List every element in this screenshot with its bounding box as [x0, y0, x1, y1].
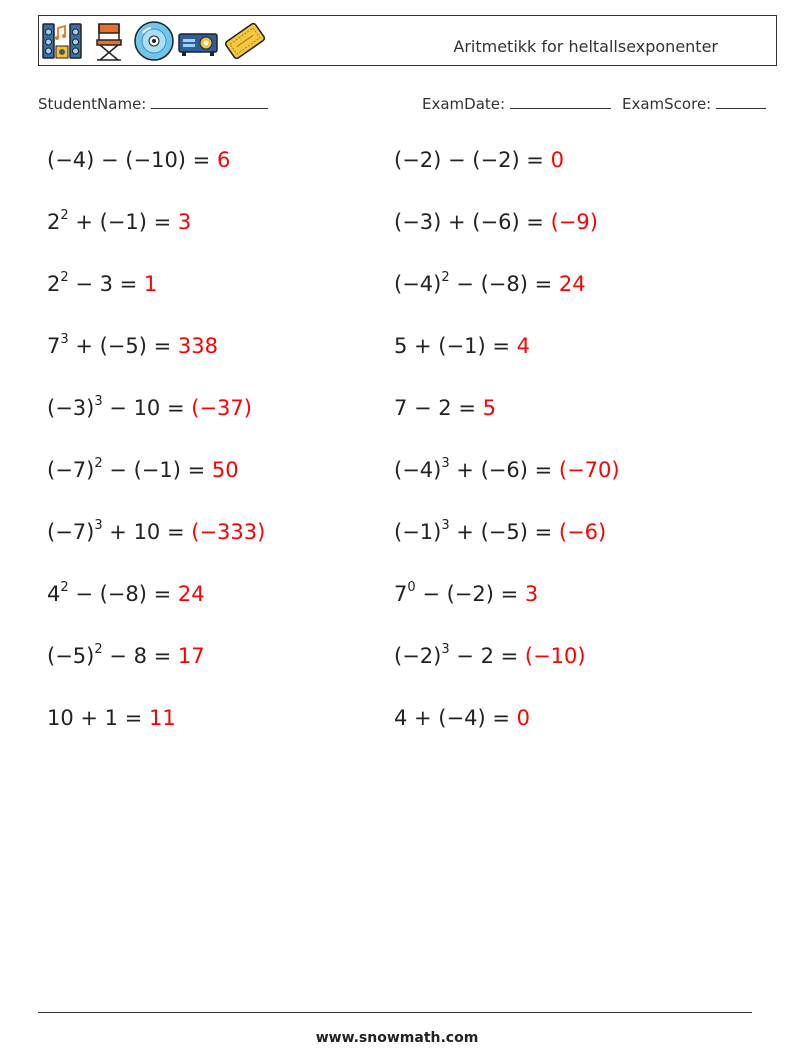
- exam-date-line: [510, 94, 611, 109]
- exponent: 2: [60, 208, 69, 223]
- expression-text: (−2) − (−2) =: [394, 148, 551, 172]
- expression-text: + (−5) =: [68, 334, 178, 358]
- expression-text: 4 + (−4) =: [394, 706, 517, 730]
- problem-item: [394, 334, 530, 358]
- problem-item: [394, 148, 564, 172]
- problem-item: [47, 644, 205, 668]
- problem-item: [394, 706, 530, 730]
- expression-text: (−1): [394, 520, 442, 544]
- expression-text: 7: [394, 582, 408, 606]
- exam-score-line: [716, 94, 766, 109]
- director-chair-icon: [91, 20, 127, 62]
- expression-text: + 10 =: [102, 520, 192, 544]
- expression-text: − 10 =: [102, 396, 192, 420]
- answer: (−70): [558, 458, 620, 482]
- answer: 0: [516, 706, 530, 730]
- student-name-line: [151, 94, 268, 109]
- expression-text: (−4) − (−10) =: [47, 148, 217, 172]
- answer: 4: [516, 334, 530, 358]
- cinema-ticket-icon: [223, 20, 267, 62]
- answer: 3: [524, 582, 539, 606]
- speakers-icon: [41, 20, 83, 62]
- problem-item: [47, 272, 157, 296]
- answer: 17: [177, 644, 205, 668]
- answer: (−10): [524, 644, 586, 668]
- problem-item: [47, 396, 252, 420]
- exponent: 3: [60, 332, 69, 347]
- expression-text: − (−8) =: [449, 272, 559, 296]
- answer: 0: [550, 148, 564, 172]
- answer: 1: [143, 272, 158, 296]
- footer-url: www.snowmath.com: [315, 1030, 479, 1046]
- problem-item: [394, 458, 620, 482]
- exam-date-field: [422, 94, 611, 113]
- exponent: 3: [94, 518, 103, 533]
- exponent: 0: [407, 580, 416, 595]
- worksheet-header: [38, 15, 777, 66]
- answer: 338: [177, 334, 218, 358]
- answer: 50: [211, 458, 239, 482]
- exponent: 2: [94, 456, 103, 471]
- expression-text: 2: [47, 210, 61, 234]
- projector-icon: [177, 20, 219, 62]
- student-name-label: StudentName:: [38, 95, 147, 113]
- answer: 24: [558, 272, 586, 296]
- answer: (−9): [550, 210, 598, 234]
- expression-text: 7 − 2 =: [394, 396, 483, 420]
- expression-text: 7: [47, 334, 61, 358]
- expression-text: − (−8) =: [68, 582, 178, 606]
- answer: 5: [482, 396, 496, 420]
- expression-text: 2: [47, 272, 61, 296]
- exponent: 3: [441, 456, 450, 471]
- expression-text: (−7): [47, 458, 95, 482]
- expression-text: (−4): [394, 272, 442, 296]
- expression-text: (−4): [394, 458, 442, 482]
- expression-text: − 8 =: [102, 644, 178, 668]
- expression-text: (−2): [394, 644, 442, 668]
- expression-text: 4: [47, 582, 61, 606]
- answer: 3: [177, 210, 192, 234]
- expression-text: (−7): [47, 520, 95, 544]
- expression-text: + (−1) =: [68, 210, 178, 234]
- expression-text: + (−5) =: [449, 520, 559, 544]
- student-name-field: [38, 94, 268, 113]
- exponent: 3: [441, 642, 450, 657]
- problem-item: [394, 520, 606, 544]
- problem-item: [47, 334, 218, 358]
- answer: 24: [177, 582, 205, 606]
- problem-item: [47, 582, 205, 606]
- worksheet-title: Aritmetikk for heltallsexponenter: [453, 37, 718, 56]
- problem-item: [47, 148, 230, 172]
- problem-item: [47, 210, 191, 234]
- expression-text: (−3) + (−6) =: [394, 210, 551, 234]
- exponent: 2: [60, 270, 69, 285]
- expression-text: + (−6) =: [449, 458, 559, 482]
- exam-score-field: [622, 94, 766, 113]
- expression-text: (−5): [47, 644, 95, 668]
- problem-item: [47, 458, 239, 482]
- exam-date-label: ExamDate:: [422, 95, 506, 113]
- exponent: 2: [60, 580, 69, 595]
- exponent: 3: [94, 394, 103, 409]
- problem-item: [394, 210, 598, 234]
- expression-text: (−3): [47, 396, 95, 420]
- exponent: 2: [94, 642, 103, 657]
- answer: 11: [148, 706, 176, 730]
- expression-text: − (−1) =: [102, 458, 212, 482]
- problem-item: [394, 582, 538, 606]
- expression-text: − 3 =: [68, 272, 144, 296]
- disc-icon: [133, 20, 175, 62]
- answer: (−6): [558, 520, 607, 544]
- footer-divider: [38, 1012, 752, 1013]
- expression-text: 10 + 1 =: [47, 706, 149, 730]
- problem-item: [394, 644, 586, 668]
- answer: 6: [216, 148, 231, 172]
- answer: (−333): [191, 520, 266, 544]
- problem-item: [47, 706, 176, 730]
- exam-score-label: ExamScore:: [622, 95, 712, 113]
- problem-item: [394, 272, 586, 296]
- problem-item: [47, 520, 265, 544]
- answer: (−37): [191, 396, 252, 420]
- expression-text: 5 + (−1) =: [394, 334, 517, 358]
- exponent: 2: [441, 270, 450, 285]
- problem-item: [394, 396, 496, 420]
- expression-text: − (−2) =: [415, 582, 525, 606]
- expression-text: − 2 =: [449, 644, 525, 668]
- exponent: 3: [441, 518, 450, 533]
